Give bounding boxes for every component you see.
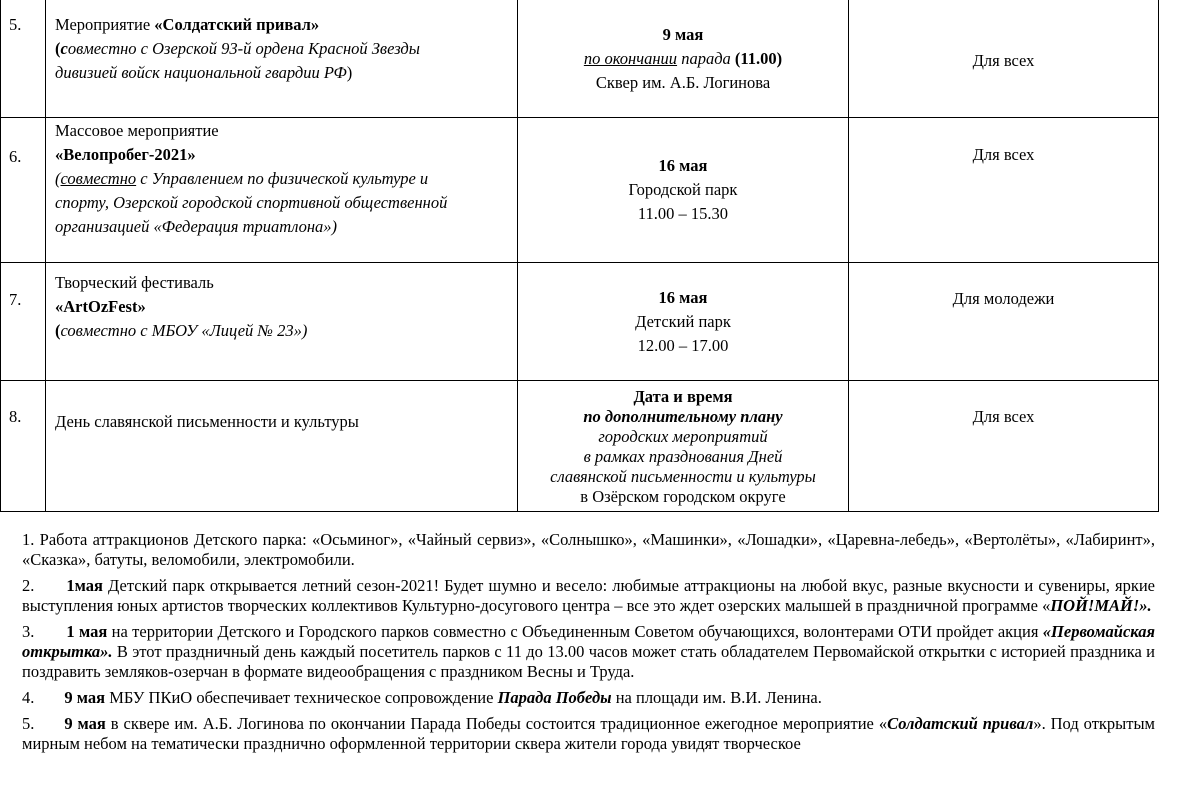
note-date: 9 мая [64,714,106,733]
event-time: 12.00 – 17.00 [637,335,729,355]
event-date-cell [518,118,849,263]
note-item [22,530,1155,570]
event-audience: Для молодежи [849,263,1159,381]
note-emphasis: Парада Победы [497,688,612,707]
note-text: МБУ ПКиО обеспечивает техническое сопровождение [105,688,498,707]
row-number: 5. [1,0,46,118]
event-date: Дата и время [633,387,733,406]
event-date: 9 мая [662,24,704,44]
event-row [1,118,1159,263]
event-date: 16 мая [658,156,708,175]
event-date-cell: 9 мая по окончании парада (11.00) Сквер им. А.Б. Логинова [518,0,849,118]
note-emphasis: Солдатский привал [887,714,1034,733]
note-emphasis: ПОЙ!МАЙ!». [1050,596,1152,615]
event-audience: Для всех [849,118,1159,263]
note-number: 4. [22,688,35,707]
event-place: в Озёрском городском округе [580,487,786,506]
event-cell [46,381,518,512]
note-date: 1мая [66,576,103,595]
event-cell: Творческий фестиваль «ArtOzFest» (совместно с МБОУ «Лицей № 23») [46,263,518,381]
note-item [22,576,1155,616]
event-row [1,263,1159,381]
event-partner: совместно с МБОУ «Лицей № 23») [60,321,308,340]
note-text: в сквере им. А.Б. Логинова по окончании Парада Победы состоится традиционное ежегодное мероприятие « [105,714,888,733]
event-partner: овместно с Озерской 93-й ордена Красной Звезды [67,39,420,58]
note-number: 1. [22,530,35,549]
event-cell: Мероприятие «Солдатский привал» (совместно с Озерской 93-й ордена Красной Звезды дивизией войск национальной гвардии РФ) [46,0,518,118]
note-number: 3. [22,622,35,641]
event-audience: Для всех [849,0,1159,118]
note-number: 2. [22,576,35,595]
note-item: 3. 1 мая на территории Детского и Городского парков совместно с Объединенным Советом обучающихся, волонтерами ОТИ пройдет акция «Первомайская открытка». В этот праздничный день каждый посетитель парков с 11 до 13.00 часов может стать обладателем Первомайской открытки с историей праздника и поздравить земляков-озерчан в формате видеообращения с праздником Весны и Труда. [22,622,1155,681]
event-date-cell: Дата и время по дополнительному плану городских мероприятий в рамках празднования Дней славянской письменности и культуры в Озёрском городском округе [518,381,849,512]
event-title: День славянской письменности и культуры [55,412,359,431]
event-kind: Массовое мероприятие [55,121,219,140]
event-row [1,381,1159,512]
event-kind: Мероприятие [55,15,155,34]
note-text: Работа аттракционов Детского парка: «Осьминог», «Чайный сервиз», «Солнышко», «Машинки», «Лошадки», «Царевна-лебедь», «Вертолёты», «Лабиринт», «Сказка», батуты, веломобили, электромобили. [22,530,1156,569]
row-number: 7. [1,263,46,381]
note-item: 4. 9 мая МБУ ПКиО обеспечивает техническое сопровождение Парада Победы на площади им. В.И. Ленина. [22,688,822,707]
event-title: «Солдатский привал» [154,15,320,34]
event-date: 16 мая [658,287,708,307]
notes-section [22,530,1155,760]
note-emphasis: «Первомайская открытка». [22,622,1155,661]
event-place: Городской парк [628,180,738,199]
note-number: 5. [22,714,35,733]
note-text: на территории Детского и Городского парков совместно с Объединенным Советом обучающихся, волонтерами ОТИ пройдет акция [107,622,1043,641]
event-kind: Творческий фестиваль [55,273,214,292]
note-text: Детский парк открывается летний сезон-2021! Будет шумно и весело: любимые аттракционы на любой вкус, разные вкусности и сувениры, яркие выступления юных артистов творческих коллективов Культурно-досугового центра – все это ждет озерских малышей в праздничной программе « [22,576,1155,615]
event-cell: Массовое мероприятие «Велопробег-2021» (совместно с Управлением по физической культуре и спорту, Озерской городской спортивной общественной организацией «Федерация триатлона») [46,118,518,263]
note-date: 9 мая [64,688,106,707]
event-row [1,0,1159,118]
note-item: 5. 9 мая в сквере им. А.Б. Логинова по окончании Парада Победы состоится традиционное ежегодное мероприятие «Солдатский привал». Под открытым мирным небом на тематически празднично оформленной территории сквера жители города увидят творческое [22,714,1155,753]
event-audience: Для всех [849,381,1159,512]
event-title: «Велопробег-2021» [55,145,196,164]
event-partner: с Управлением по физической культуре и [136,169,429,188]
event-time: 11.00 – 15.30 [637,204,729,223]
note-date: 1 мая [66,622,108,641]
event-title: «ArtOzFest» [55,297,146,316]
event-date-cell [518,263,849,381]
row-number: 8. [1,381,46,512]
event-place: Сквер им. А.Б. Логинова [595,72,771,92]
event-time: (11.00) [734,48,783,68]
event-place: Детский парк [635,311,731,331]
row-number: 6. [1,118,46,263]
